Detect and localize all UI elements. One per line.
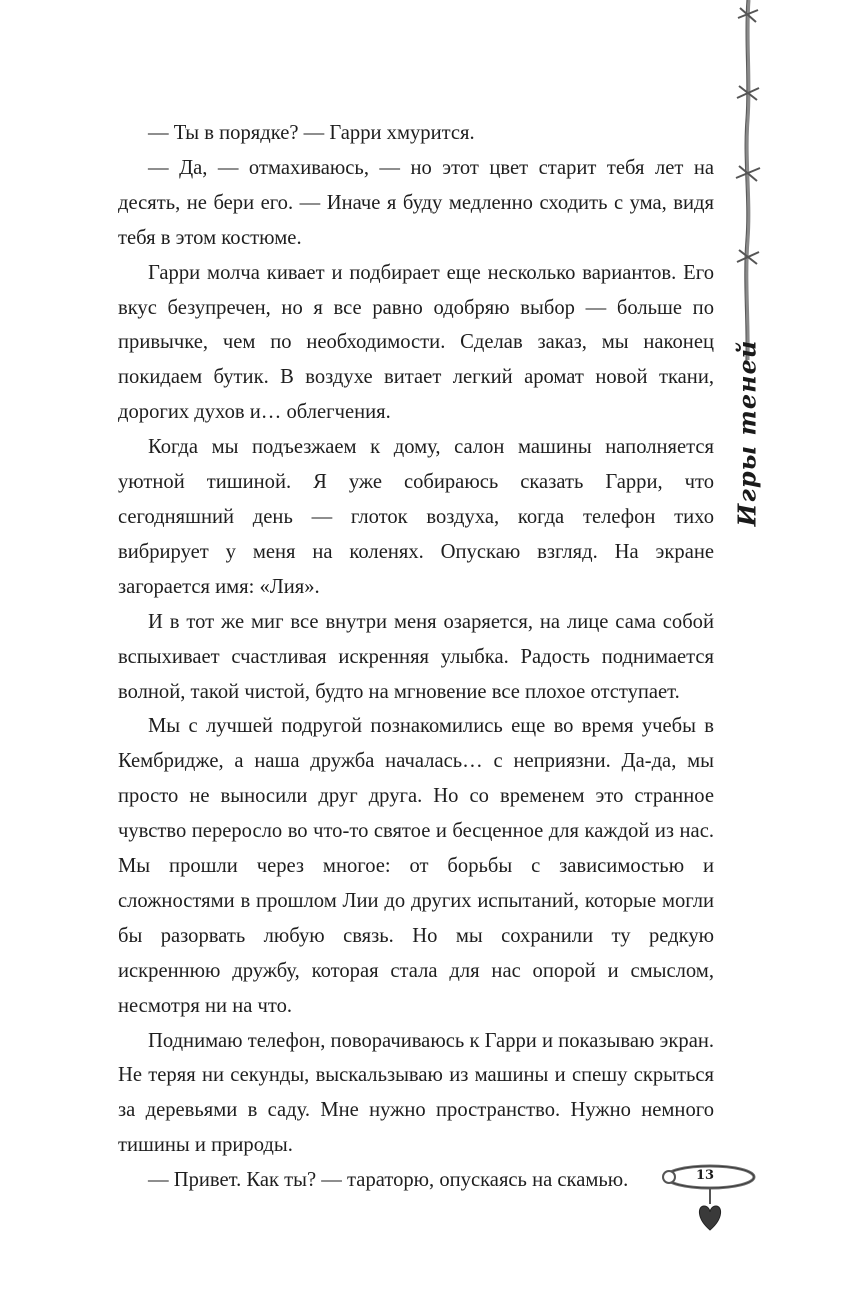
paragraph: Мы с лучшей подругой познакомились еще во время учебы в Кембридже, а наша дружба началась… с неприязни. Да-да, мы просто не выносили друг друга. Но со временем это странное чувство переросло во что-то святое и бесценное для каждой из нас. Мы прошли через многое: от борьбы с зависимостью и сложностями в прошлом Лии до других испытаний, которые могли бы разорвать любую связь. Но мы сохранили ту редкую искреннюю дружбу, которая стала для нас опорой и смыслом, несмотря ни на что.	[118, 715, 714, 1017]
page-number: 13	[695, 1168, 715, 1183]
running-head-text: Игры теней	[732, 339, 762, 526]
barbed-wire-decoration	[722, 0, 772, 360]
paragraph: — Привет. Как ты? — тараторю, опускаясь на скамью.	[148, 1169, 629, 1192]
paragraph: Гарри молча кивает и подбирает еще несколько вариантов. Его вкус безупречен, но я все равно одобряю выбор — больше по привычке, чем по необходимости. Сделав заказ, мы наконец покидаем бутик. В воздухе витает легкий аромат новой ткани, дорогих духов и… облегчения.	[118, 261, 714, 424]
paragraph: Когда мы подъезжаем к дому, салон машины наполняется уютной тишиной. Я уже собираюсь сказать Гарри, что сегодняшний день — глоток воздуха, когда телефон тихо вибрирует у меня на коленях. Опускаю взгляд. На экране загорается имя: «Лия».	[118, 436, 714, 598]
paragraph: Поднимаю телефон, поворачиваюсь к Гарри и показываю экран. Не теряя ни секунды, выскальзываю из машины и спешу скрыться за деревьями в саду. Мне нужно пространство. Нужно немного тишины и природы.	[118, 1029, 714, 1157]
running-head	[722, 339, 772, 526]
body-text	[118, 116, 714, 1198]
paragraph: — Ты в порядке? — Гарри хмурится.	[148, 122, 475, 144]
paragraph: — Да, — отмахиваюсь, — но этот цвет старит тебя лет на десять, не бери его. — Иначе я буду медленно сходить с ума, видя тебя в этом костюме.	[118, 156, 714, 249]
paragraph: И в тот же миг все внутри меня озаряется, на лице сама собой вспыхивает счастливая искренняя улыбка. Радость поднимается волной, такой чистой, будто на мгновение все плохое отступает.	[118, 610, 714, 703]
safety-pin-heart-icon	[660, 1152, 760, 1232]
